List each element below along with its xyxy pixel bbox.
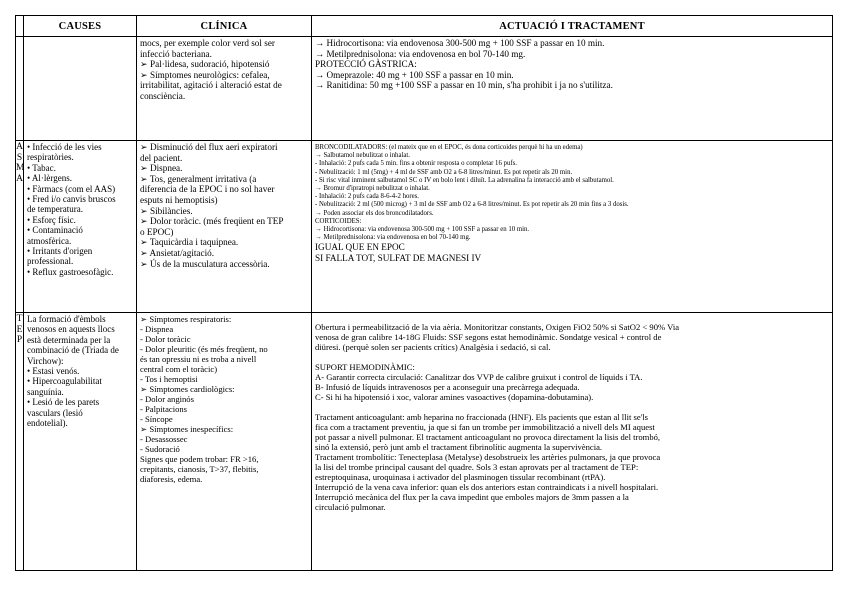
row3-actuacio-c [315,412,829,512]
text-line: combinació de (Triada de [27,345,119,356]
header-row [16,16,833,37]
text-line: ➢ Símptomes neurològics: cefalea, [140,69,270,80]
text-line: → Bromur d'ipratropi nebulitzat o inhalat. [315,185,430,193]
text-line: circulació pulmonar. [315,502,386,512]
row2-label-cell [16,141,24,313]
text-line: • Estasi venós. [27,366,80,377]
text-line: venosos en aquests llocs [27,324,115,335]
text-line: mocs, per exemple color verd sol ser [140,38,275,48]
text-line: ➢ Ús de la musculatura accessòria. [140,258,270,269]
treatment-table [15,15,833,571]
header-actuacio: ACTUACIÓ I TRACTAMENT [312,16,833,37]
row2-actuacio-large [315,242,829,263]
row-continuation [16,37,833,141]
text-line: - Síncope [140,414,173,424]
row2-clinica-cell [137,141,312,313]
row1-actuacio-cell [312,37,833,141]
text-line: ➢ Dispnea. [140,163,183,174]
text-line: ➢ Dolor toràcic. (més freqüent en TEP [140,216,284,227]
text-line: - Palpitacions [140,404,188,414]
text-line: - Inhalació: 2 pufs cada 5 min. fins a obtenir resposta o completar 16 pufs. [315,160,517,168]
text-line: diaforesis, edema. [140,474,203,484]
text-line: B- Infusió de líquids intravenosos per a aconseguir una precàrrega adequada. [315,382,580,392]
row1-causes-cell [24,37,137,141]
text-line: infecció bacteriana. [140,48,212,59]
text-line: → Metilprednisolona: via endovenosa en bol 70-140 mg. [315,234,471,242]
text-line: vasculars (lesió [27,407,83,418]
text-line: → Hidrocortisona: via endovenosa 300-500 mg + 100 SSF a passar en 10 min. [315,38,605,48]
text-line: endotelial). [27,418,68,429]
text-line: - Si risc vital inminent salbutamol SC o IV en bolo lent i diluït. La adrenalina fa interacció amb el salbutamol. [315,176,614,184]
text-line: • Esforç físic. [27,214,76,225]
text-line: C- Si hi ha hipotensió i xoc, valorar amines vasoactives (dopamina-dobutamina). [315,392,594,402]
row3-actuacio-cell [312,313,833,571]
text-line: BRONCODILATADORS: (el mateix que en el EPOC, és dona corticoides perquè hi ha un edema) [315,144,583,151]
text-line: → Ranitidina: 50 mg +100 SSF a passar en 10 min, s'ha prohibit i ja no s'utilitza. [315,80,613,91]
text-line: A [16,173,23,184]
text-line: ➢ Taquicàrdia i taquipnea. [140,237,239,248]
text-line: diüresi. (perquè solen ser pacients crítics) Analgèsia i sedació, si cal. [315,342,551,352]
text-line: → Salbutamol nebulitzat o inhalat. [315,152,410,160]
text-line: diferencia de la EPOC i no sol haver [140,184,275,195]
text-line: La formació d'èmbols [27,314,106,324]
header-clinica: CLÍNICA [137,16,312,37]
text-line: ➢ Tos, generalment irritativa (a [140,173,257,184]
row-tep [16,313,833,571]
text-line: ➢ Símptomes cardiològics: [140,384,235,394]
header-blank [16,16,24,37]
text-line: professional. [27,256,74,267]
text-line: sinó la extensió, però junt amb el tractament fibrinolític augmenta la supervivència. [315,442,603,452]
text-line: IGUAL QUE EN EPOC [315,242,405,253]
text-line: PROTECCIÓ GÀSTRICA: [315,59,417,70]
text-line: fica com a tractament preventiu, ja que si fan un trombe per immobilització a nivell dels MI aquest [315,422,655,432]
text-line: • Hipercoagulabilitat [27,376,102,387]
text-line: • Irritants d'origen [27,246,93,257]
text-line: • Lesió de les parets [27,397,100,408]
text-line: M [16,163,25,173]
text-line: Obertura i permeabilització de la via aèria. Monitoritzar constants, Oxigen FiO2 50% si SatO2 < 90% Via [315,322,680,332]
text-line: ➢ Símptomes respiratoris: [140,314,232,324]
text-line: • Contaminació [27,225,83,236]
text-line: - Tos i hemoptisi [140,374,198,384]
row3-causes-cell [24,313,137,571]
row3-clinica-cell [137,313,312,571]
text-line: ➢ Pal·lidesa, sudoració, hipotensió [140,59,270,70]
text-line: Tractament anticoagulant: amb heparina no fraccionada (HNF). Els pacients que estan al llit se'ls [315,412,648,422]
text-line: • Reflux gastroesofàgic. [27,266,114,277]
text-line: venosa de gran calibre 14-18G Fluids: SSF segons estat hemodinàmic. Sondatge vesical + control de [315,332,662,342]
text-line: A [16,142,23,152]
text-line: • Fàrmacs (com el AAS) [27,183,116,194]
text-line: → Omeprazole: 40 mg + 100 SSF a passar en 10 min. [315,69,514,80]
text-line: Virchow): [27,355,64,366]
text-line: P [16,335,23,345]
text-line: CORTICOIDES: [315,217,362,225]
text-line: consciència. [140,90,186,101]
row2-actuacio-cell [312,141,833,313]
text-line: ➢ Ansietat/agitació. [140,247,215,258]
header-causes: CAUSES [24,16,137,37]
text-line: - Nebulització: 2 ml (500 microg) + 3 ml de SSF amb O2 a 6-8 litres/minut. Es pot repetir als 20 min fins a 3 dosis. [315,201,629,209]
text-line: és tan opressiu ni es troba a nivell [140,354,257,364]
row3-label-cell [16,313,24,571]
row3-actuacio-b [315,362,829,402]
text-line: → Metilprednisolona: via endovenosa en bol 70-140 mg. [315,48,526,59]
text-line: ➢ Símptomes inespecífics: [140,424,234,434]
text-line: estreptoquinasa, uroquinasa i activador del plasminogen tissular recombinant (rtPA). [315,472,606,482]
text-line: - Dolor toràcic [140,334,191,344]
text-line: Tractament trombolític: Tenecteplasa (Metalyse) desobstrueix les artèries pulmonars, ja que provoca [315,452,661,462]
text-line: • Fred i/o canvis bruscos [27,194,116,205]
text-line: A- Garantir correcta circulació: Canalitzar dos VVP de calibre gruixut i control de líquids i TA. [315,372,643,382]
text-line: està determinada per la [27,334,111,345]
text-line: - Dolor anginós [140,394,194,404]
text-line: → Poden associar els dos broncodilatadors. [315,209,434,217]
row1-clinica-cell [137,37,312,141]
text-line: o EPOC) [140,226,174,237]
text-line: esputs ni hemoptisis) [140,194,218,205]
text-line: SUPORT HEMODINÀMIC: [315,362,415,372]
text-line: pot passar a nivell pulmonar. El tractament anticoagulant no provoca directament la lisis del trombó, [315,432,661,442]
text-line: • Al·lèrgens. [27,173,72,184]
text-line: - Dispnea [140,324,174,334]
text-line: de temperatura. [27,204,83,215]
text-line: Interrupció mecànica del flux per la cava impedint que emboles majors de 3mm passen a la [315,492,629,502]
text-line: irritabilitat, agitació i alteració estat de [140,80,282,91]
text-line: T [16,314,23,324]
text-line: E [16,324,23,335]
text-line: crepitants, cianosis, T>37, flebitis, [140,464,259,474]
row2-causes-cell [24,141,137,313]
text-line: del pacient. [140,152,183,163]
text-line: • Infecció de les vies [27,142,102,152]
row2-actuacio-small [315,144,829,242]
row1-actuacio-list [315,38,829,91]
text-line: respiratòries. [27,152,74,163]
text-line: ➢ Disminució del flux aeri expiratori [140,142,278,152]
text-line: - Desassossec [140,434,188,444]
text-line: - Inhalació: 2 pufs cada 8-6-4-2 hores. [315,193,419,201]
text-line: la lisi del trombe principal causant del quadre. Sols 3 estan aprovats per al tractament de TEP: [315,462,639,472]
text-line: Signes que podem trobar: FR >16, [140,454,259,464]
text-line: ➢ Sibilàncies. [140,205,193,216]
text-line: • Tabac. [27,162,56,173]
row3-actuacio-a [315,322,829,352]
text-line: - Dolor pleuritic (és més freqüent, no [140,344,268,354]
text-line: central com el toràcic) [140,364,218,374]
text-line: atmosfèrica. [27,235,72,246]
text-line: → Hidrocortisona: via endovenosa 300-500 mg + 100 SSF a passar en 10 min. [315,226,530,234]
row1-label-cell [16,37,24,141]
text-line: - Sudoració [140,444,180,454]
row-asma [16,141,833,313]
text-line: sanguínia. [27,386,64,397]
text-line: S [16,152,23,163]
text-line: Interrupció de la vena cava inferior: quan els dos anteriors estan contraindicats i a nivell hospitalari. [315,482,659,492]
text-line: - Nebulització: 1 ml (5mg) + 4 ml de SSF amb O2 a 6-8 litres/minut. Es pot repetir als 20 min. [315,168,573,176]
text-line: SI FALLA TOT, SULFAT DE MAGNESI IV [315,253,482,264]
